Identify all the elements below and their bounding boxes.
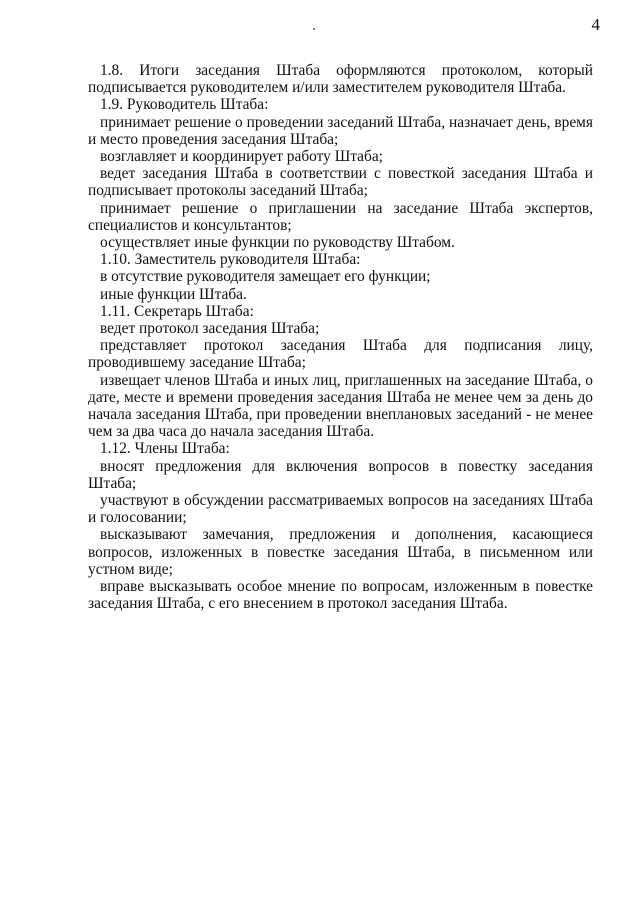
paragraph-secretary-submit: представляет протокол заседания Штаба для подписания лицу, проводившему заседание Штаба;: [88, 337, 593, 372]
paragraph-1-8: 1.8. Итоги заседания Штаба оформляются протоколом, который подписывается руководителем и/или заместителем руководителя Штаба.: [88, 62, 593, 97]
heading-1-12: 1.12. Члены Штаба:: [100, 440, 230, 458]
heading-1-10: 1.10. Заместитель руководителя Штаба:: [100, 251, 361, 269]
heading-1-9: 1.9. Руководитель Штаба:: [100, 96, 269, 114]
paragraph-secretary-minutes: ведет протокол заседания Штаба;: [100, 320, 320, 338]
paragraph-head-meetings: ведет заседания Штаба в соответствии с повесткой заседания Штаба и подписывает протоколы заседаний Штаба;: [88, 165, 593, 200]
paragraph-members-propose: вносят предложения для включения вопросов в повестку заседания Штаба;: [88, 457, 593, 492]
paragraph-deputy-replace: в отсутствие руководителя замещает его функции;: [100, 268, 431, 286]
paragraph-secretary-notify: извещает членов Штаба и иных лиц, приглашенных на заседание Штаба, о дате, месте и времени проведения заседания Штаба не менее чем за день до начала заседания Штаба, при проведении внеплановых заседаний - не менее чем за два часа до начала заседания Штаба.: [88, 371, 593, 441]
paragraph-head-invite: принимает решение о приглашении на заседание Штаба экспертов, специалистов и консультантов;: [88, 199, 593, 234]
paragraph-deputy-other: иные функции Штаба.: [100, 285, 247, 303]
paragraph-head-lead: возглавляет и координирует работу Штаба;: [100, 148, 383, 166]
heading-1-11: 1.11. Секретарь Штаба:: [100, 302, 254, 320]
document-body: [88, 62, 593, 613]
paragraph-head-decision: принимает решение о проведении заседаний Штаба, назначает день, время и место проведения заседания Штаба;: [88, 113, 593, 148]
paragraph-members-opinion: вправе высказывать особое мнение по вопросам, изложенным в повестке заседания Штаба, с его внесением в протокол заседания Штаба.: [88, 578, 593, 613]
page-number: 4: [591, 15, 600, 34]
paragraph-head-other: осуществляет иные функции по руководству Штабом.: [100, 234, 455, 252]
paragraph-members-remarks: высказывают замечания, предложения и дополнения, касающиеся вопросов, изложенных в повестке заседания Штаба, в письменном или устном виде;: [88, 526, 593, 578]
paragraph-members-discuss: участвуют в обсуждении рассматриваемых вопросов на заседаниях Штаба и голосовании;: [88, 492, 593, 527]
scan-speck: [313, 28, 315, 30]
